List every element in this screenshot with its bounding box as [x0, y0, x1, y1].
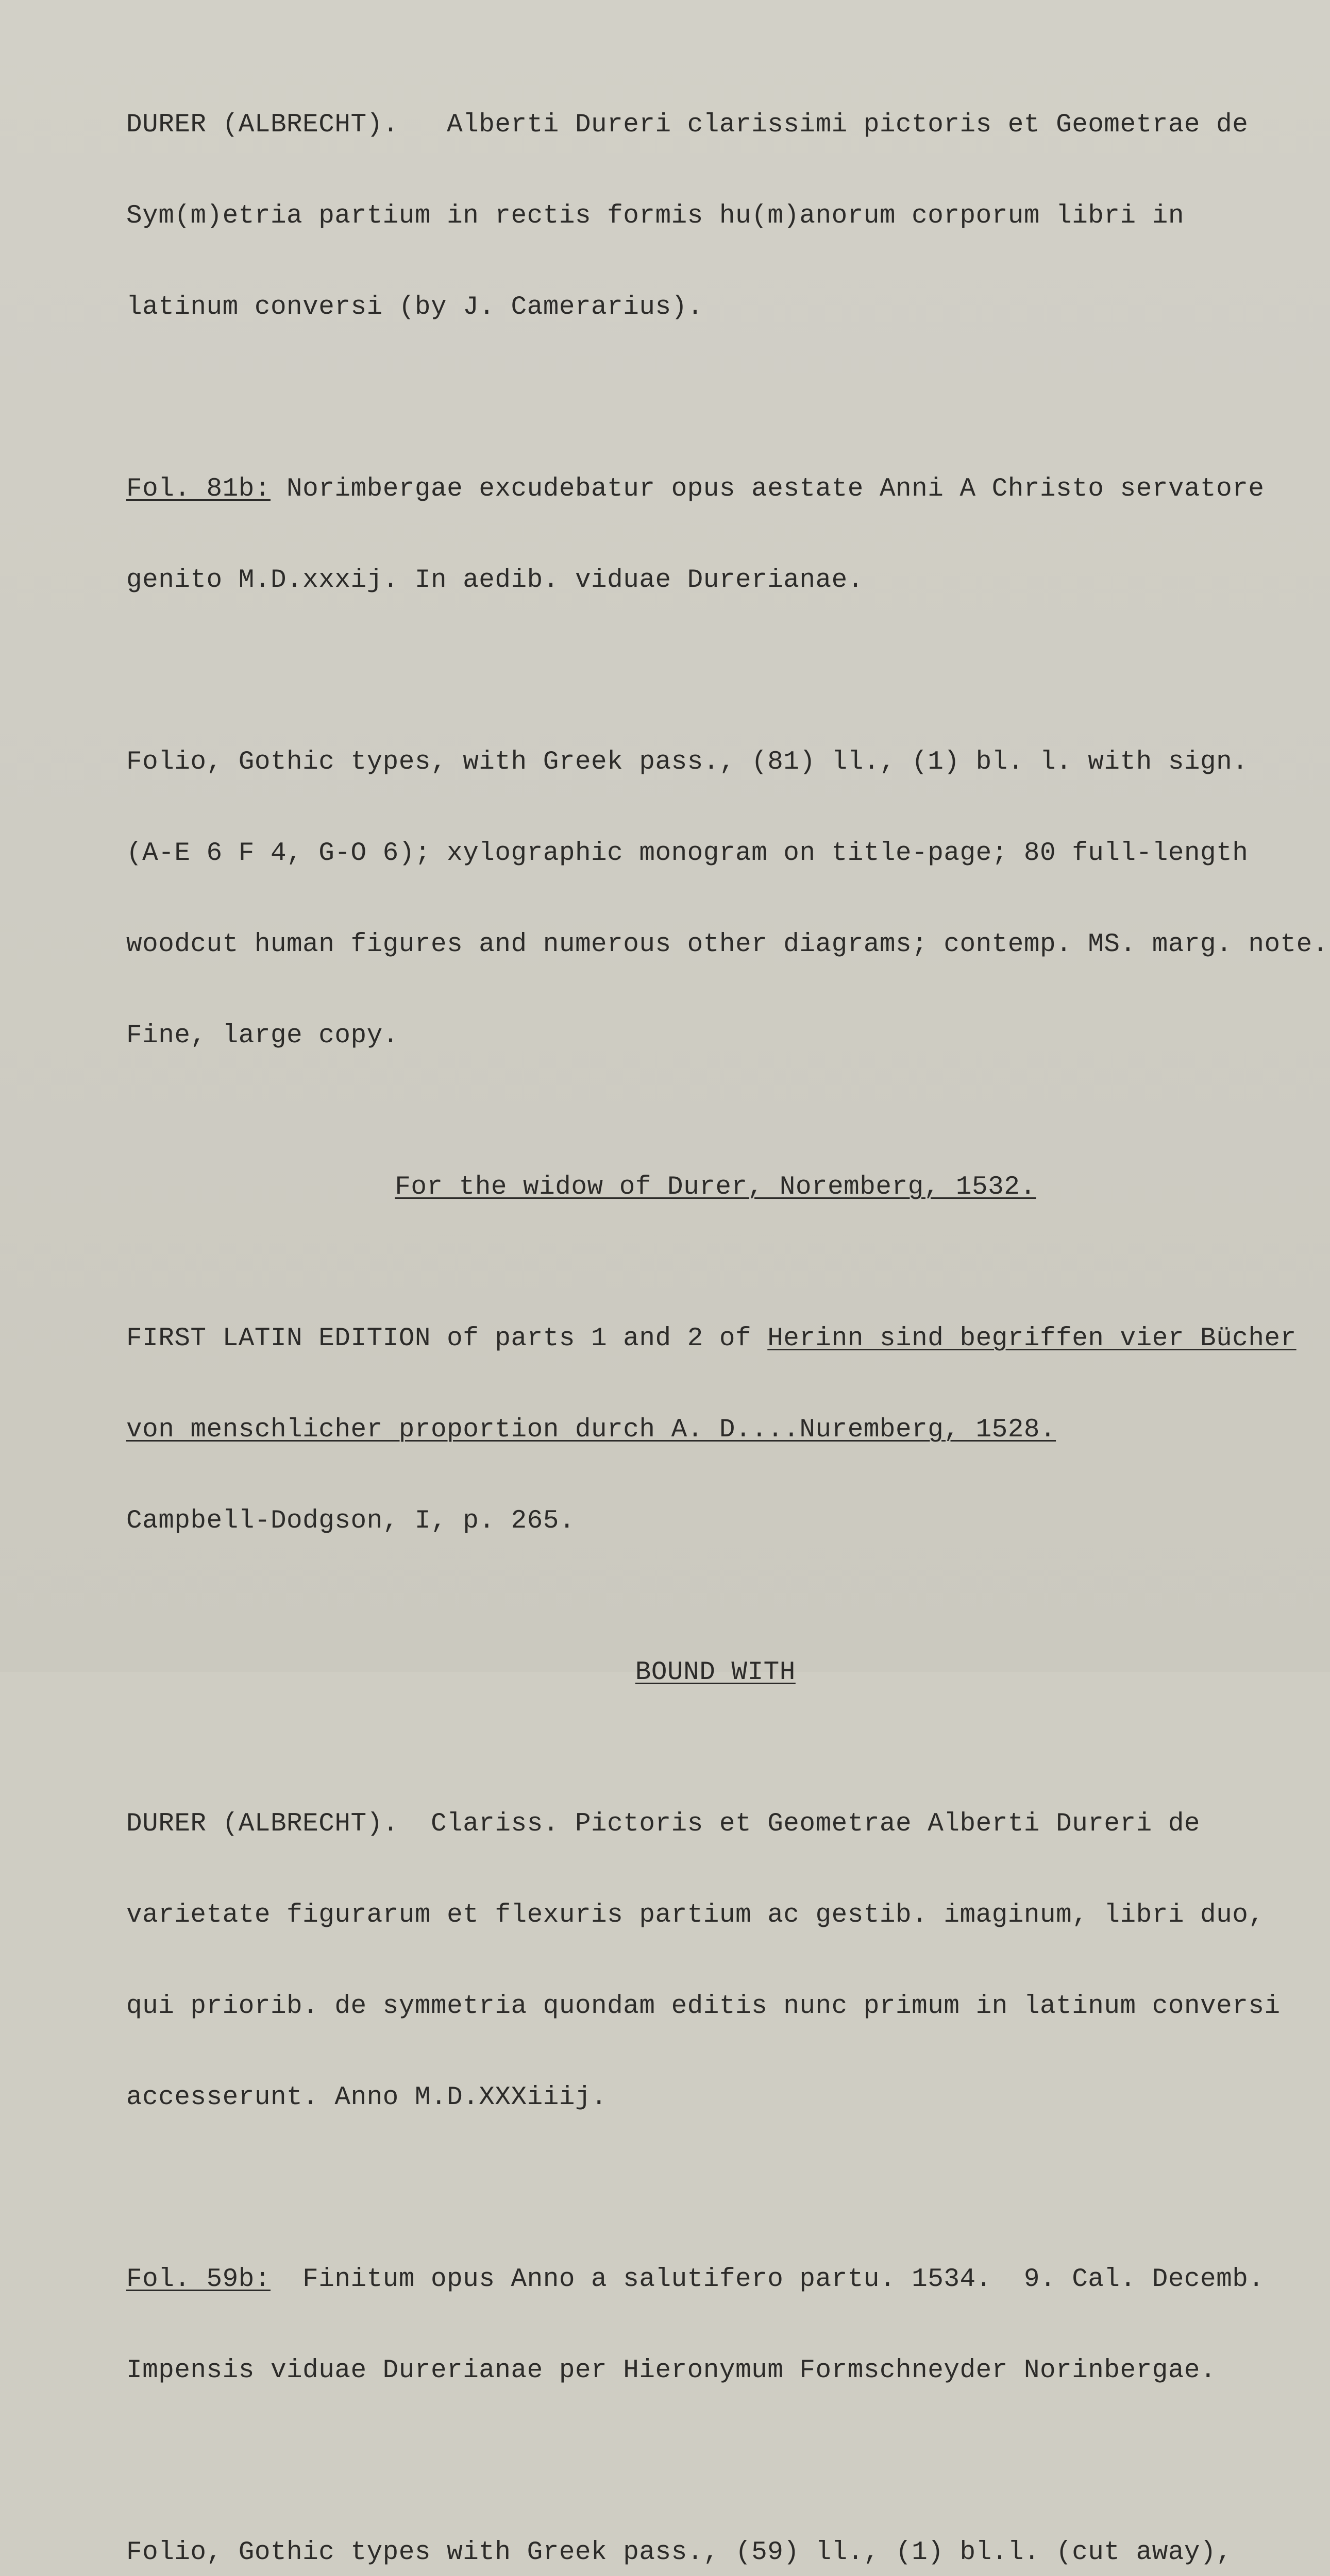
entry2-heading-line: DURER (ALBRECHT). Clariss. Pictoris et Geometrae Alberti Dureri de — [126, 1809, 1201, 1839]
entry2-colophon-label: Fol. 59b: — [126, 2265, 271, 2294]
entry2-colophon-text: Impensis viduae Durerianae per Hieronymum Formschneyder Norinbergae. — [126, 2356, 1217, 2385]
entry2-collation — [126, 2477, 1270, 2576]
catalog-text — [126, 49, 1328, 2576]
entry1-collation-line: Folio, Gothic types, with Greek pass., (81) ll., (1) bl. l. with sign. — [126, 748, 1249, 777]
entry1-first-edition-text: FIRST LATIN EDITION of parts 1 and 2 of — [126, 1324, 768, 1353]
entry1-first-edition — [126, 1263, 1297, 1597]
entry1-collation-line: (A-E 6 F 4, G-O 6); xylographic monogram on title-page; 80 full-length — [126, 839, 1249, 868]
entry1-first-edition-title: von menschlicher proportion durch A. D....Nuremberg, 1528. — [126, 1415, 1056, 1445]
entry1-collation-line: Fine, large copy. — [126, 1021, 399, 1050]
entry1-heading-line: DURER (ALBRECHT). Alberti Dureri clarissimi pictoris et Geometrae de — [126, 110, 1249, 140]
entry2-collation-line: Folio, Gothic types with Greek pass., (59) ll., (1) bl.l. (cut away), — [126, 2538, 1233, 2567]
entry2-heading-line: qui priorib. de symmetria quondam editis nunc primum in latinum conversi — [126, 1992, 1281, 2021]
bound-with-heading: BOUND WITH — [635, 1658, 796, 1687]
entry2-colophon — [126, 2204, 1270, 2447]
entry2-heading-line: accesserunt. Anno M.D.XXXiiij. — [126, 2083, 608, 2112]
entry1-colophon — [126, 413, 1270, 656]
entry1-colophon-text: Norimbergae excudebatur opus aestate Anni A Christo servatore — [270, 474, 1265, 504]
entry2-colophon-text: Finitum opus Anno a salutifero partu. 1534. 9. Cal. Decemb. — [270, 2265, 1265, 2294]
bound-with-block — [126, 1627, 1208, 1718]
entry1-heading — [126, 49, 1270, 383]
entry1-colophon-label: Fol. 81b: — [126, 474, 271, 504]
entry1-heading-line: latinum conversi (by J. Camerarius). — [126, 293, 703, 322]
entry1-heading-line: Sym(m)etria partium in rectis formis hu(m)anorum corporum libri in — [126, 201, 1184, 231]
entry2-heading-line: varietate figurarum et flexuris partium ac gestib. imaginum, libri duo, — [126, 1901, 1265, 1930]
entry1-first-edition-title: Herinn sind begriffen vier Bücher — [767, 1324, 1297, 1353]
entry1-collation — [126, 686, 1328, 1112]
entry1-imprint: For the widow of Durer, Noremberg, 1532. — [395, 1173, 1036, 1202]
entry1-imprint-block — [126, 1142, 1208, 1233]
entry1-colophon-text: genito M.D.xxxij. In aedib. viduae Durerianae. — [126, 566, 864, 595]
entry1-reference: Campbell-Dodgson, I, p. 265. — [126, 1506, 575, 1536]
entry1-collation-line: woodcut human figures and numerous other diagrams; contemp. MS. marg. note. — [126, 930, 1328, 959]
entry2-heading — [126, 1748, 1281, 2174]
